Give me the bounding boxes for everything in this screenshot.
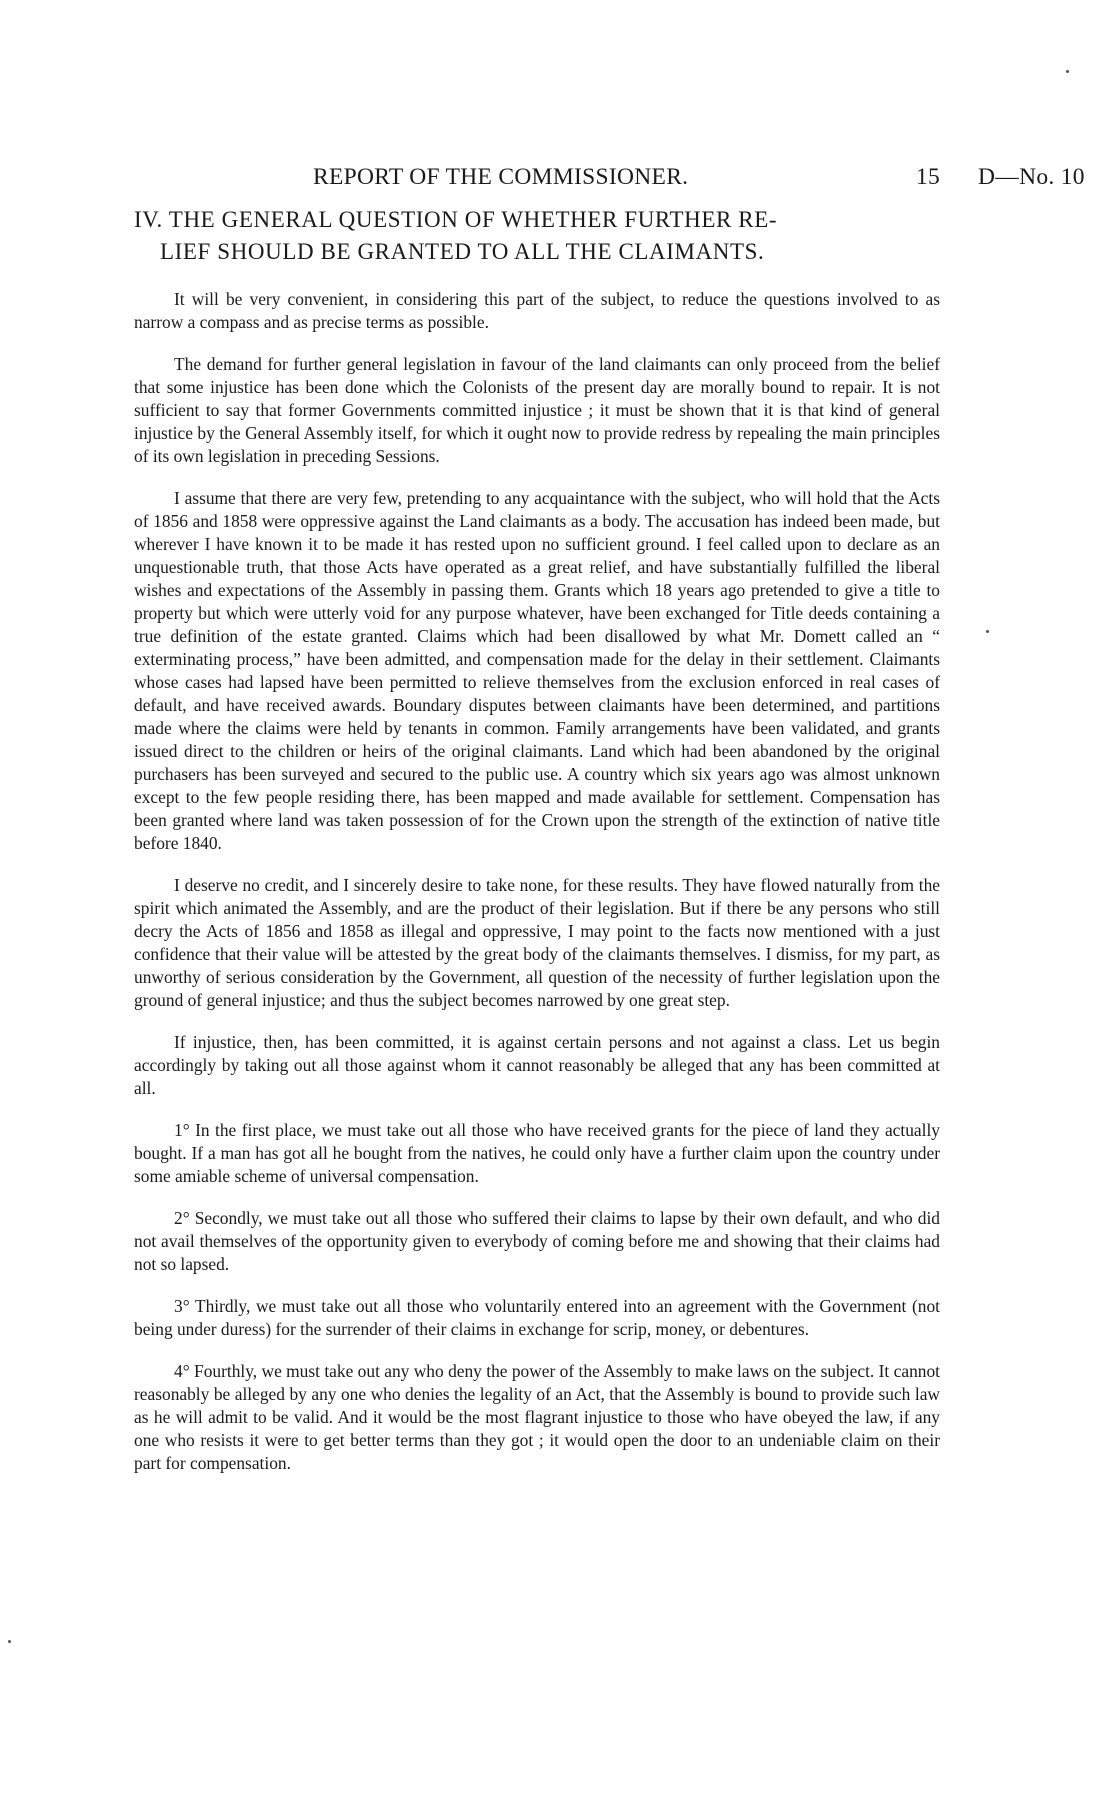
paragraph-acts: I assume that there are very few, pretending to any acquaintance with the subject, who will hold that the Acts of 1856 and 1858 were oppressive against the Land claimants as a body. The accusation has indeed been made, but wherever I have known it to be made it has rested upon no sufficient ground. I feel called upon to declare as an unquestionable truth, that those Acts have operated as a great relief, and have substantially fulfilled the liberal wishes and expectations of the Assembly in passing them. Grants which 18 years ago pretended to give a title to property but which were utterly void for any purpose whatever, have been exchanged for Title deeds containing a true definition of the estate granted. Claims which had been disallowed by what Mr. Domett called an “ exterminating process,” have been admitted, and compensation made for the delay in their settlement. Claimants whose cases had lapsed have been permitted to relieve themselves from the exclusion enforced in real cases of default, and have received awards. Boundary disputes between claimants have been determined, and partitions made where the claims were held by tenants in common. Family arrangements have been validated, and grants issued direct to the children or heirs of the original claimants. Land which had been abandoned by the original purchasers has been surveyed and secured to the public use. A country which six years ago was almost unknown except to the few people residing there, has been mapped and made available for settlement. Compensation has been granted where land was taken possession of for the Crown upon the strength of the extinction of native title before 1840. (134, 488, 940, 853)
list-item-third: 3° Thirdly, we must take out all those who voluntarily entered into an agreement with the Government (not being under duress) for the surrender of their claims in exchange for scrip, money, or debentures. (134, 1296, 940, 1339)
section-heading-line-1: IV. THE GENERAL QUESTION OF WHETHER FURTHER RE- (134, 207, 778, 232)
document-reference: D—No. 10 (978, 164, 1085, 190)
body-text (134, 288, 940, 1494)
list-item-first: 1° In the first place, we must take out all those who have received grants for the piece of land they actually bought. If a man has got all he bought from the natives, he could only have a further claim upon the country under some amiable scheme of universal compensation. (134, 1120, 940, 1186)
running-header (0, 164, 1114, 194)
paragraph-intro: It will be very convenient, in considering this part of the subject, to reduce the questions involved to as narrow a compass and as precise terms as possible. (134, 289, 940, 332)
paragraph-injustice: If injustice, then, has been committed, it is against certain persons and not against a class. Let us begin accordingly by taking out all those against whom it cannot reasonably be alleged that any has been committed at all. (134, 1032, 940, 1098)
paragraph-demand: The demand for further general legislation in favour of the land claimants can only proceed from the belief that some injustice has been done which the Colonists of the present day are morally bound to repair. It is not sufficient to say that former Governments committed injustice ; it must be shown that it is that kind of general injustice by the General Assembly itself, for which it ought now to provide redress by repealing the main principles of its own legislation in preceding Sessions. (134, 354, 940, 466)
section-heading-line-2: LIEF SHOULD BE GRANTED TO ALL THE CLAIMANTS. (160, 239, 765, 264)
section-heading (134, 204, 940, 268)
page-number: 15 (916, 164, 941, 190)
report-title: REPORT OF THE COMMISSIONER. (313, 164, 689, 190)
speck-mark (8, 1640, 11, 1643)
paragraph-credit: I deserve no credit, and I sincerely desire to take none, for these results. They have flowed naturally from the spirit which animated the Assembly, and are the product of their legislation. But if there be any persons who still decry the Acts of 1856 and 1858 as illegal and oppressive, I may point to the facts now mentioned with a just confidence that their value will be attested by the great body of the claimants themselves. I dismiss, for my part, as unworthy of serious consideration by the Government, all question of the necessity of further legislation upon the ground of general injustice; and thus the subject becomes narrowed by one great step. (134, 875, 940, 1010)
list-item-fourth: 4° Fourthly, we must take out any who deny the power of the Assembly to make laws on the subject. It cannot reasonably be alleged by any one who denies the legality of an Act, that the Assembly is bound to provide such law as he will admit to be valid. And it would be the most flagrant injustice to those who have obeyed the law, if any one who resists it were to get better terms than they got ; it would open the door to an undeniable claim on their part for compensation. (134, 1361, 940, 1473)
list-item-second: 2° Secondly, we must take out all those who suffered their claims to lapse by their own default, and who did not avail themselves of the opportunity given to everybody of coming before me and showing that their claims had not so lapsed. (134, 1208, 940, 1274)
speck-mark (986, 630, 989, 633)
speck-mark (1066, 70, 1069, 73)
